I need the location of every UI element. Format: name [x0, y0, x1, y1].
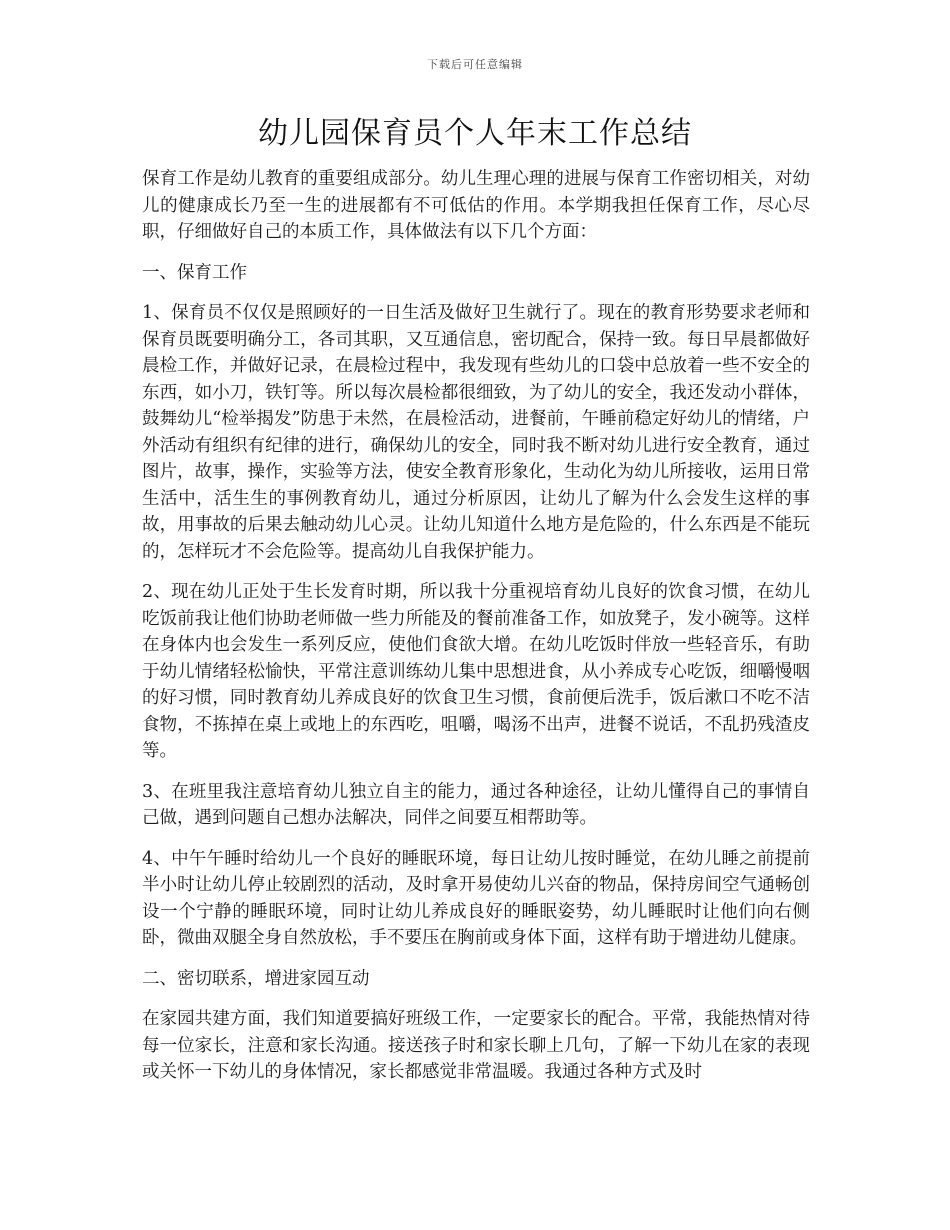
section-heading-care-work: 一、保育工作: [142, 262, 247, 283]
paragraph-family-cooperation: 在家园共建方面，我们知道要搞好班级工作，一定要家长的配合。平常，我能热情对待每一位家长，注意和家长沟通。接送孩子时和家长聊上几句，了解一下幼儿在家的表现或关怀一下幼儿的身体情况，家长都感觉非常温暖。我通过各种方式及时: [142, 1009, 810, 1082]
paragraph-item-4: 4、中午午睡时给幼儿一个良好的睡眠环境，每日让幼儿按时睡觉，在幼儿睡之前提前半小时让幼儿停止较剧烈的活动，及时拿开易使幼儿兴奋的物品，保持房间空气通畅创设一个宁静的睡眠环境，同时让幼儿养成良好的睡眠姿势，幼儿睡眠时让他们向右侧卧，微曲双腿全身自然放松，手不要压在胸前或身体下面，这样有助于增进幼儿健康。: [142, 848, 810, 948]
document-body: [142, 166, 810, 1100]
header-note: 下载后可任意编辑: [427, 58, 523, 71]
document-title: 幼儿园保育员个人年末工作总结: [258, 116, 692, 151]
paragraph-item-1: 1、保育员不仅仅是照顾好的一日生活及做好卫生就行了。现在的教育形势要求老师和保育员既要明确分工，各司其职，又互通信息，密切配合，保持一致。每日早晨都做好晨检工作，并做好记录，在晨检过程中，我发现有些幼儿的口袋中总放着一些不安全的东西，如小刀，铁钉等。所以每次晨检都很细致，为了幼儿的安全，我还发动小群体，鼓舞幼儿“检举揭发”防患于未然，在晨检活动，进餐前，午睡前稳定好幼儿的情绪，户外活动有组织有纪律的进行，确保幼儿的安全，同时我不断对幼儿进行安全教育，通过图片，故事，操作，实验等方法，使安全教育形象化，生动化为幼儿所接收，运用日常生活中，活生生的事例教育幼儿，通过分析原因，让幼儿了解为什么会发生这样的事故，用事故的后果去触动幼儿心灵。让幼儿知道什么地方是危险的，什么东西是不能玩的，怎样玩才不会危险等。提高幼儿自我保护能力。: [142, 303, 810, 562]
intro-paragraph: 保育工作是幼儿教育的重要组成部分。幼儿生理心理的进展与保育工作密切相关，对幼儿的健康成长乃至一生的进展都有不可低估的作用。本学期我担任保育工作，尽心尽职，仔细做好自己的本质工作，具体做法有以下几个方面：: [142, 169, 810, 242]
paragraph-item-2: 2、现在幼儿正处于生长发育时期，所以我十分重视培育幼儿良好的饮食习惯，在幼儿吃饭前我让他们协助老师做一些力所能及的餐前准备工作，如放凳子，发小碗等。这样在身体内也会发生一系列反应，使他们食欲大增。在幼儿吃饭时伴放一些轻音乐，有助于幼儿情绪轻松愉快，平常注意训练幼儿集中思想进食，从小养成专心吃饭，细嚼慢咽的好习惯，同时教育幼儿养成良好的饮食卫生习惯，食前便后洗手，饭后漱口不吃不洁食物，不拣掉在桌上或地上的东西吃，咀嚼，喝汤不出声，进餐不说话，不乱扔残渣皮等。: [142, 582, 810, 761]
section-heading-family-contact: 二、密切联系，增进家园互动: [142, 968, 370, 989]
paragraph-item-3: 3、在班里我注意培育幼儿独立自主的能力，通过各种途径，让幼儿懂得自己的事情自己做，遇到问题自己想办法解决，同伴之间要互相帮助等。: [142, 781, 810, 828]
